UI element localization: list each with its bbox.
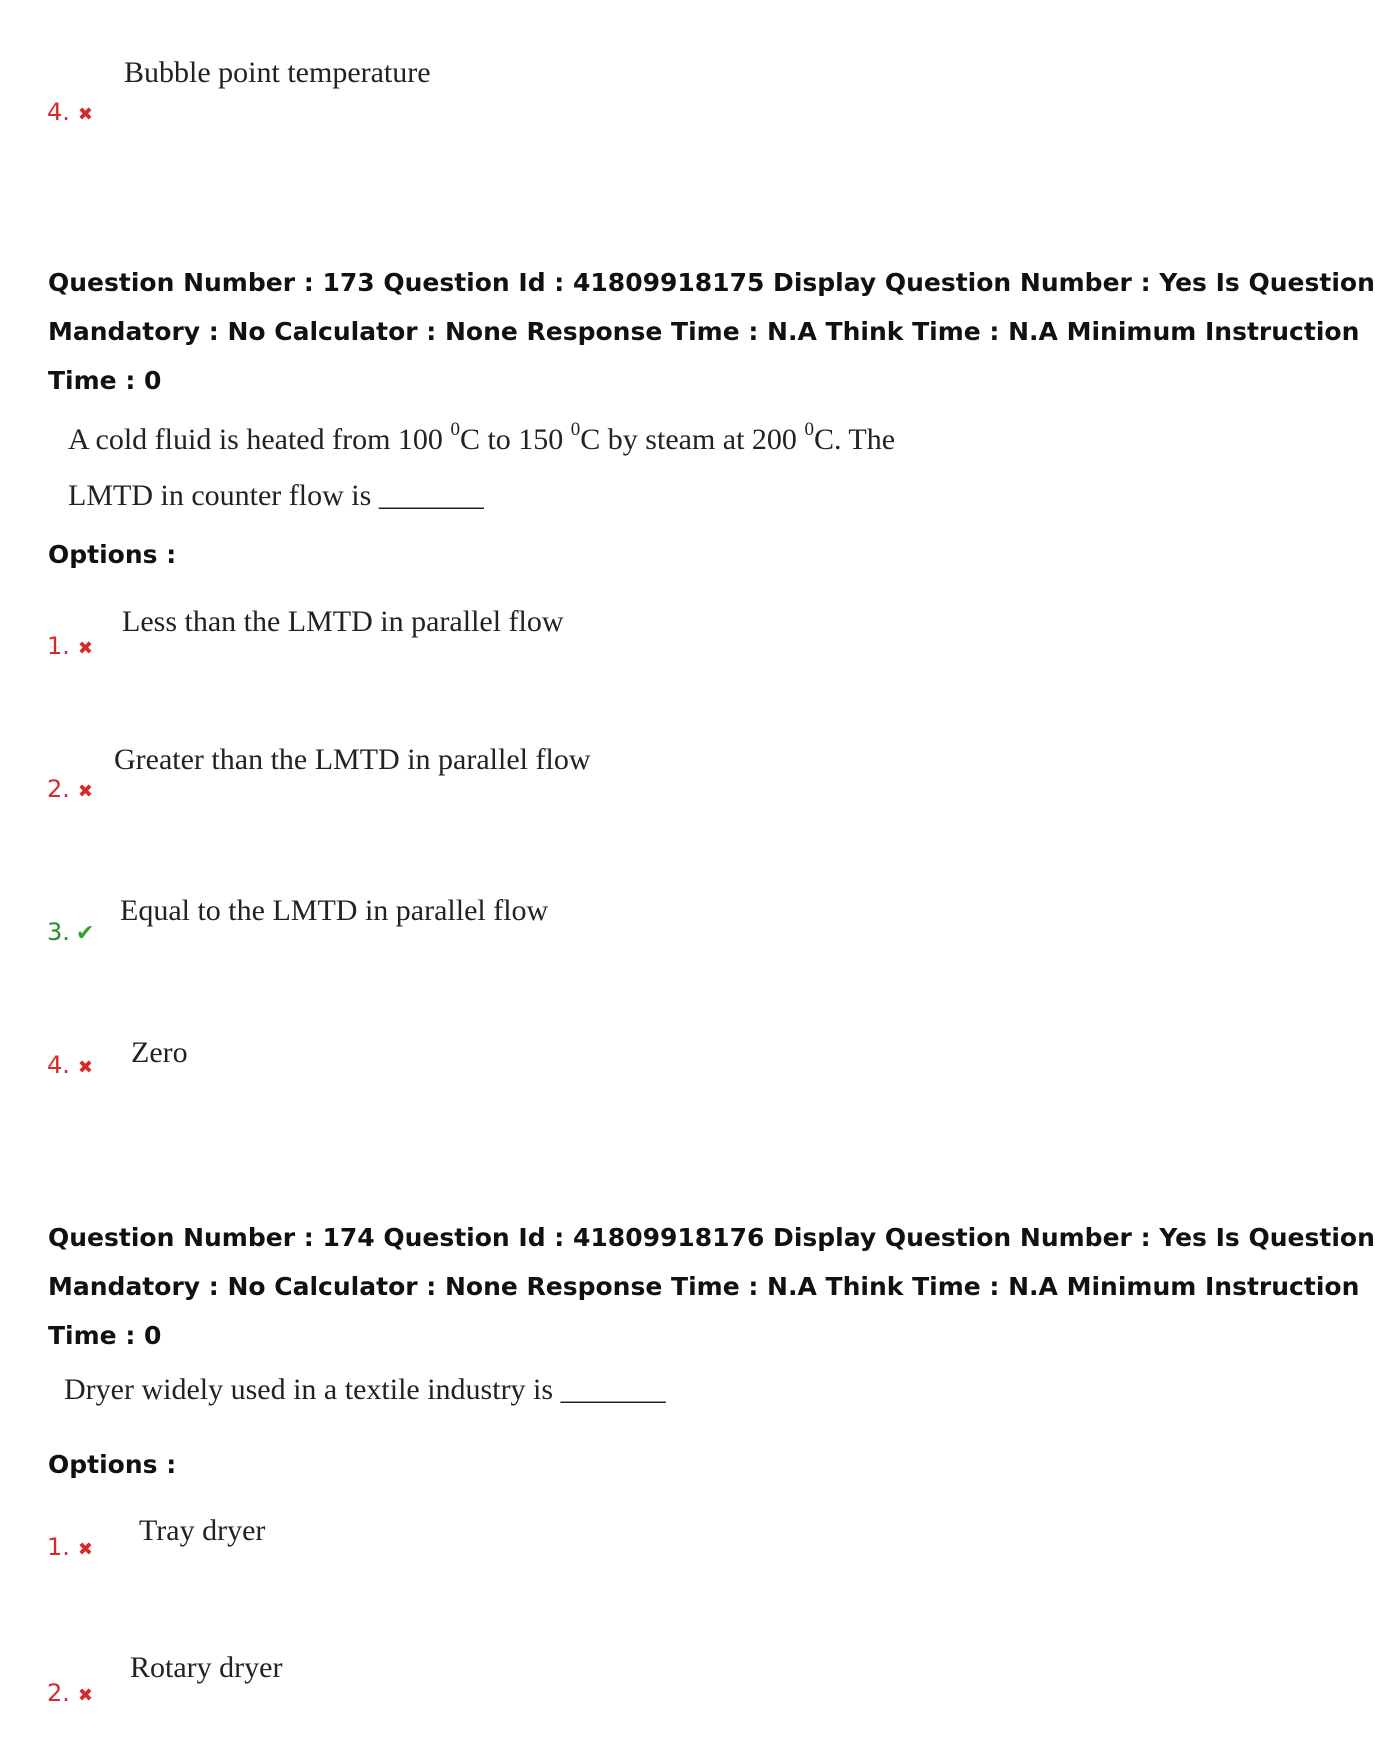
q174-option-2-number: 2. ✖ [47,1679,93,1707]
cross-icon: ✖ [77,781,93,802]
cross-icon: ✖ [77,1539,93,1560]
q174-option-2-text: Rotary dryer [130,1651,283,1684]
q173-option-2-number: 2. ✖ [47,775,93,803]
q173-option-2-text: Greater than the LMTD in parallel flow [114,743,591,776]
check-icon: ✔ [75,921,95,946]
q173-option-4-number: 4. ✖ [47,1051,93,1079]
q173-option-4-text: Zero [131,1036,188,1069]
q173-question-line-1: A cold fluid is heated from 100 $^0$C to 150 $^0$C by steam at 200 $^0$C. The [68,419,896,456]
q174-options-label: Options : [48,1450,177,1479]
q173-question-line-2: LMTD in counter flow is _______ [68,479,484,512]
q174-option-1-text: Tray dryer [139,1514,266,1547]
q173-option-3-text: Equal to the LMTD in parallel flow [120,894,549,927]
q174-option-1-number: 1. ✖ [47,1533,93,1561]
cross-icon: ✖ [77,1685,93,1706]
q173-option-1-text: Less than the LMTD in parallel flow [122,605,564,638]
q174-meta-line-2: Mandatory : No Calculator : None Response Time : N.A Think Time : N.A Minimum Instruction [48,1272,1360,1301]
q173-options-label: Options : [48,540,177,569]
q174-question-text: Dryer widely used in a textile industry is _______ [64,1373,666,1406]
answer-blank: _______ [560,1373,666,1406]
q174-meta-line-1: Question Number : 174 Question Id : 41809918176 Display Question Number : Yes Is Question [48,1223,1375,1252]
cross-icon: ✖ [77,638,93,659]
prev-option-4-number: 4. ✖ [47,98,93,126]
prev-option-4-text: Bubble point temperature [124,56,431,89]
cross-icon: ✖ [77,1057,93,1078]
q173-meta-line-1: Question Number : 173 Question Id : 41809918175 Display Question Number : Yes Is Question [48,268,1375,297]
q174-meta-line-3: Time : 0 [48,1321,162,1350]
q173-option-3-number: 3. ✔ [47,918,95,946]
cross-icon: ✖ [77,104,93,125]
answer-blank: _______ [378,479,484,512]
q173-meta-line-3: Time : 0 [48,366,162,395]
q173-meta-line-2: Mandatory : No Calculator : None Response Time : N.A Think Time : N.A Minimum Instruction [48,317,1360,346]
q173-option-1-number: 1. ✖ [47,632,93,660]
